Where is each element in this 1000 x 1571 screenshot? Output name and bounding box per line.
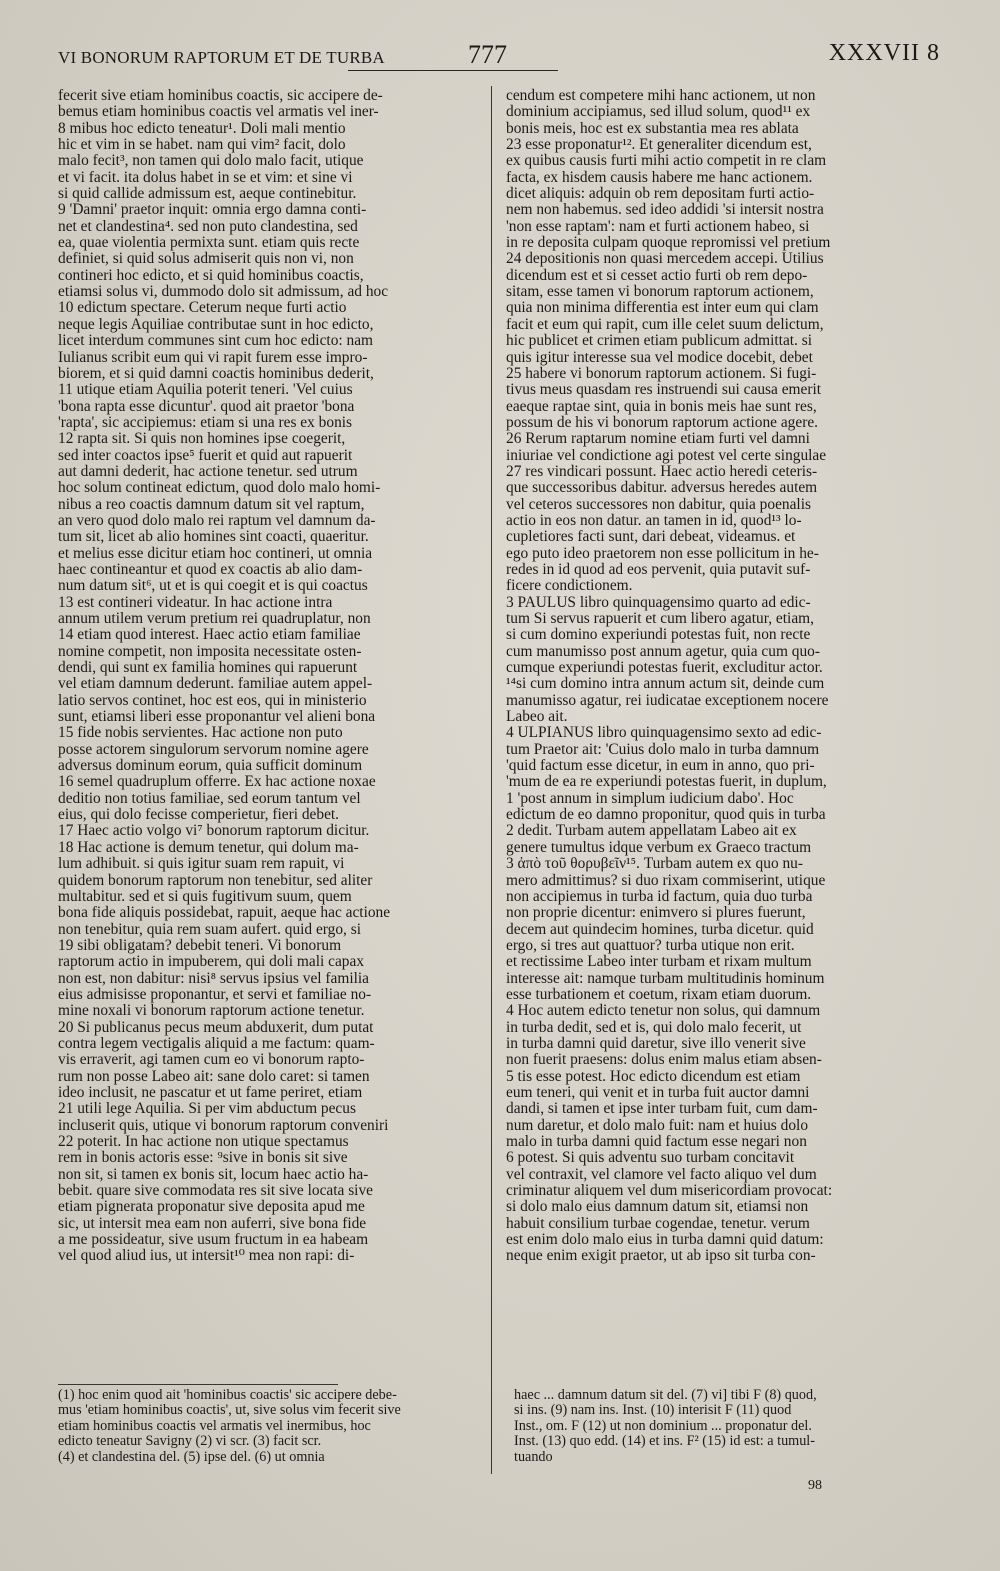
text-line: incluserit quis, utique vi bonorum raptorum conveniri <box>58 1117 389 1134</box>
text-line: criminatur aliquem vel dum misericordiam provocat: <box>506 1183 833 1200</box>
text-line: vel etiam damnum dederunt. familiae autem appel- <box>58 676 373 693</box>
text-line: aut damni dederit, hac actione tenetur. sed utrum <box>58 463 358 480</box>
footnote-line: etiam hominibus coactis vel armatis vel inermibus, hoc <box>58 1418 371 1434</box>
text-line: nomine competit, non imposita necessitate osten- <box>58 643 362 660</box>
text-line: latio servos continet, hoc est eos, qui in ministerio <box>58 692 367 709</box>
text-line: contineri hoc edicto, et si quid hominibus coactis, <box>58 267 364 284</box>
text-line: hoc solum contineat edictum, quod dolo malo homi- <box>58 480 381 497</box>
text-line: edictum de eo damno proponitur, quod quis in turba <box>506 807 826 824</box>
text-line: 13 est contineri videatur. In hac actione intra <box>58 594 333 611</box>
text-line: tum Praetor ait: 'Cuius dolo malo in turba damnum <box>506 741 820 758</box>
text-line: adversus dominum eorum, quia sufficit dominum <box>58 758 363 775</box>
text-line: 4 Hoc autem edicto tenetur non solus, qui damnum <box>506 1003 821 1020</box>
text-line: bonis meis, hoc est ex substantia mea res ablata <box>506 120 799 137</box>
text-line: interesse ait: namque turbam multitudinis hominum <box>506 970 825 987</box>
footnotes-left <box>58 1388 478 1465</box>
text-line: 11 utique etiam Aquilia poterit teneri. 'Vel cuius <box>58 382 353 399</box>
text-line: 4 ULPIANUS libro quinquagensimo sexto ad edic- <box>506 725 822 742</box>
text-line: bebit. quare sive commodata res sit sive locata sive <box>58 1183 373 1200</box>
text-line: vel ceteros successores non dabitur, quia poenalis <box>506 496 811 513</box>
footnote-line: haec ... damnum datum sit del. (7) vi] tibi F (8) quod, <box>514 1388 817 1403</box>
text-line: non proprie dicentur: enimvero si plures fuerunt, <box>506 905 806 922</box>
text-line: tum Si servus rapuerit et cum libero agatur, etiam, <box>506 611 814 627</box>
footnotes-right <box>514 1388 934 1465</box>
text-line: 9 'Damni' praetor inquit: omnia ergo damna conti- <box>58 202 367 219</box>
right-text-column <box>506 88 926 1265</box>
text-line: a me possideatur, sive usum fructum in ea habeam <box>58 1232 369 1249</box>
text-line: 12 rapta sit. Si quis non homines ipse coegerit, <box>58 431 346 448</box>
footnote-line: mus 'etiam hominibus coactis', ut, sive solus vim fecerit sive <box>58 1403 401 1419</box>
section-reference: XXXVII 8 <box>828 40 940 66</box>
text-line: in turba dedit, sed et is, qui dolo malo fecerit, ut <box>506 1019 802 1036</box>
text-line: non accipiemus in turba id factum, quia duo turba <box>506 888 813 905</box>
text-line: definiet, si quid solus admiserit quis non vi, non <box>58 251 354 268</box>
text-line: ego puto ideo praetorem non esse pollicitum in he- <box>506 545 819 562</box>
text-line: cupletiores facti sunt, dari debeat, videamus. et <box>506 529 796 546</box>
text-line: 3 ἀπὸ τοῦ θορυβεῖν¹⁵. Turbam autem ex quo nu- <box>506 856 804 873</box>
text-line: 26 Rerum raptarum nomine etiam furti vel damni <box>506 431 810 448</box>
text-line: cum manumisso post annum agetur, quia cum quo- <box>506 643 820 660</box>
text-line: redes in id quod ad eos pervenit, quia putavit suf- <box>506 561 811 578</box>
text-line: non tenebitur, quia rem suam aufert. quid ergo, si <box>58 921 361 938</box>
text-line: eius, qui dolo fecisse comperietur, fieri debet. <box>58 807 340 824</box>
text-line: 2 dedit. Turbam autem appellatam Labeo ait ex <box>506 823 797 840</box>
text-line: sunt, etiamsi liberi esse proponantur vel alieni bona <box>58 709 376 726</box>
text-line: 5 tis esse potest. Hoc edicto dicendum est etiam <box>506 1068 801 1085</box>
footnote-rule <box>58 1384 338 1385</box>
text-line: vel quod aliud ius, ut intersit¹⁰ mea non rapi: di- <box>58 1248 355 1265</box>
text-line: si cum domino experiundi potestas fuit, non recte <box>506 627 811 644</box>
text-line: ¹⁴si cum domino intra annum actum sit, deinde cum <box>506 676 825 693</box>
text-line: sed inter coactos ipse⁵ fuerit et quid aut rapuerit <box>58 447 353 464</box>
footnote-line: Inst., om. F (12) ut non dominium ... proponatur del. <box>514 1418 812 1434</box>
text-line: vel contraxit, vel clamore vel facto aliquo vel dum <box>506 1166 817 1183</box>
text-line: quis igitur interesse sua vel modice docebit, debet <box>506 349 813 366</box>
text-line: licet interdum communes sint cum hoc edicto: nam <box>58 333 374 350</box>
text-line: et melius esse dicitur etiam hoc contineri, ut omnia <box>58 545 373 562</box>
running-head-title: VI BONORUM RAPTORUM ET DE TURBA <box>58 48 385 67</box>
footnote-divider <box>491 1384 492 1474</box>
text-line: biorem, et si quid damni coactis hominibus dederit, <box>58 365 374 382</box>
text-line: dandi, si tamen et ipse inter turbam fuit, cum dam- <box>506 1101 818 1118</box>
footnote-line: (1) hoc enim quod ait 'hominibus coactis' sic accipere debe- <box>58 1388 397 1403</box>
text-line: 22 poterit. In hac actione non utique spectamus <box>58 1134 349 1150</box>
text-line: an vero quod dolo malo rei raptum vel damnum da- <box>58 512 376 529</box>
page-number: 777 <box>468 40 507 69</box>
text-line: 19 sibi obligatam? debebit teneri. Vi bonorum <box>58 937 342 954</box>
text-line: eum teneri, qui venit et in turba fuit auctor damni <box>506 1084 810 1101</box>
text-line: 'bona rapta esse dicuntur'. quod ait praetor 'bona <box>58 398 355 415</box>
text-line: 'mum de ea re experiundi potestas fuerit, in duplum, <box>506 774 827 791</box>
text-line: 3 PAULUS libro quinquagensimo quarto ad edic- <box>506 594 811 611</box>
text-line: Iulianus scribit eum qui vi rapit furem esse impro- <box>58 349 368 366</box>
text-line: bona fide aliquis possidebat, rapuit, aeque hac actione <box>58 905 391 922</box>
header-rule <box>348 70 558 71</box>
text-line: hic et vim in se habet. nam qui vim² facit, dolo <box>58 137 346 154</box>
text-line: multabitur. sed et si quis fugitivum suum, quem <box>58 888 352 905</box>
text-line: eaeque raptae sint, quia in bonis meis hae sunt res, <box>506 398 817 415</box>
text-line: facit et eum qui rapit, cum ille celet suum delictum, <box>506 316 824 333</box>
text-line: ergo, si tres aut quattuor? turba utique non erit. <box>506 937 795 954</box>
text-line: rum non posse Labeo ait: sane dolo caret: si tamen <box>58 1068 370 1085</box>
text-line: si quid callide admissum est, aeque continebitur. <box>58 186 357 203</box>
text-line: 17 Haec actio volgo vi⁷ bonorum raptorum dicitur. <box>58 823 370 840</box>
text-line: 1 'post annum in simplum iudicium dabo'. Hoc <box>506 790 794 807</box>
text-line: net et clandestina⁴. sed non puto clandestina, sed <box>58 218 358 235</box>
text-line: dominium accipiamus, sed illud solum, quod¹¹ ex <box>506 104 811 121</box>
text-line: deditio non totius familiae, sed eorum tantum vel <box>58 790 361 807</box>
text-line: 18 Hac actione is demum tenetur, qui dolum ma- <box>58 839 359 856</box>
column-divider <box>491 86 492 1384</box>
text-line: genere tumultus idque verbum ex Graeco tractum <box>506 839 812 856</box>
text-line: manumisso agatur, rei iudicatae exceptionem nocere <box>506 692 829 709</box>
text-line: malo fecit³, non tamen qui dolo malo facit, utique <box>58 153 364 170</box>
text-line: nibus a reo coactis damnum datum sit vel raptum, <box>58 496 365 513</box>
text-line: 6 potest. Si quis adventu suo turbam concitavit <box>506 1150 795 1167</box>
text-line: ex quibus causis furti mihi actio competit in re clam <box>506 153 827 170</box>
text-line: eius admisisse proponantur, et servi et familiae no- <box>58 986 372 1003</box>
text-line: habuit consilium turbae cogendae, tenetur. verum <box>506 1215 810 1232</box>
text-line: quia non minima differentia est inter eum qui clam <box>506 300 819 317</box>
footnote-line: edicto teneatur Savigny (2) vi scr. (3) facit scr. <box>58 1434 322 1450</box>
text-line: etiamsi solus vi, dummodo dolo sit admissum, ad hoc <box>58 284 389 301</box>
text-line: 8 mibus hoc edicto teneatur¹. Doli mali mentio <box>58 120 346 137</box>
footnote-line: (4) et clandestina del. (5) ipse del. (6) ut omnia <box>58 1449 325 1465</box>
text-line: vis erraverit, agi tamen cum eo vi bonorum rapto- <box>58 1052 365 1069</box>
text-line: num daretur, et dolo malo fuit: nam et huius dolo <box>506 1117 809 1134</box>
text-line: in turba damni quid daretur, sive illo venerit sive <box>506 1035 806 1052</box>
text-line: 'rapta', sic accipiemus: etiam si una res ex bonis <box>58 414 353 431</box>
footnote-line: tuando <box>514 1449 553 1465</box>
text-line: in re deposita culpam quoque repromissi vel pretium <box>506 235 831 252</box>
text-line: non sit, si tamen ex bonis sit, locum haec actio ha- <box>58 1166 369 1183</box>
text-line: possum de his vi bonorum raptorum actione agere. <box>506 414 819 431</box>
text-line: et rectissime Labeo inter turbam et rixam multum <box>506 954 812 971</box>
text-line: hic publicet et crimen etiam publicum admittat. si <box>506 333 813 350</box>
text-line: iniuriae vel condictione agi potest vel certe singulae <box>506 447 827 464</box>
left-text-column <box>58 88 476 1265</box>
text-line: etiam pignerata proponatur sive deposita apud me <box>58 1199 365 1216</box>
text-line: tum sit, licet ab alio homines sint coacti, quaeritur. <box>58 529 369 546</box>
text-line: cumque experiundi potestas fuerit, excluditur actor. <box>506 660 823 677</box>
text-line: sic, ut intersit mea eam non auferri, sive bona fide <box>58 1215 367 1232</box>
text-line: contra legem vectigalis aliquid a me factum: quam- <box>58 1035 375 1052</box>
text-line: decem aut quindecim homines, turba dicetur. quid <box>506 921 814 938</box>
text-line: annum utilem verum pretium rei quadruplatur, non <box>58 611 371 627</box>
text-line: 25 habere vi bonorum raptorum actionem. Si fugi- <box>506 365 817 382</box>
text-line: rem in bonis actoris esse: ⁹sive in bonis sit sive <box>58 1150 348 1167</box>
text-line: ea, quae violentia permixta sunt. etiam quis recte <box>58 235 360 252</box>
footnote-line: Inst. (13) quo edd. (14) et ins. F² (15) id est: a tumul- <box>514 1434 815 1450</box>
text-line: 23 esse proponatur¹². Et generaliter dicendum est, <box>506 137 812 154</box>
text-line: 15 fide nobis servientes. Hac actione non puto <box>58 725 343 742</box>
text-line: non est, non dabitur: nisi⁸ servus ipsius vel familia <box>58 970 370 987</box>
text-line: mine noxali vi bonorum raptorum actione tenetur. <box>58 1003 365 1020</box>
text-line: si dolo malo eius damnum datum sit, etiamsi non <box>506 1199 809 1216</box>
footnote-line: si ins. (9) nam ins. Inst. (10) interisit F (11) quod <box>514 1403 792 1419</box>
text-line: sitam, esse tamen vi bonorum raptorum actionem, <box>506 284 814 301</box>
text-line: que successoribus dabitur. adversus heredes autem <box>506 480 818 497</box>
text-line: tivus meus quasdam res instruendi sui causa emerit <box>506 382 822 399</box>
text-line: mero admittimus? si duo rixam commiserint, utique <box>506 872 826 889</box>
text-line: bemus etiam hominibus coactis vel armatis vel iner- <box>58 104 379 121</box>
text-line: raptorum actio in impuberem, qui doli mali capax <box>58 954 365 971</box>
text-line: ideo inclusit, ne pascatur et ut fame periret, etiam <box>58 1084 363 1101</box>
signature-mark: 98 <box>808 1478 822 1493</box>
text-line: 14 etiam quod interest. Haec actio etiam familiae <box>58 627 361 644</box>
text-line: 24 depositionis non quasi mercedem accepi. Utilius <box>506 251 824 268</box>
text-line: neque legis Aquiliae contributae sunt in hoc edicto, <box>58 316 374 333</box>
text-line: 10 edictum spectare. Ceterum neque furti actio <box>58 300 347 317</box>
text-line: dendi, qui sunt ex familia homines qui rapuerunt <box>58 660 358 677</box>
text-line: actio in eos non datur. an tamen in id, quod¹³ lo- <box>506 512 802 529</box>
text-line: esse turbationem et coetum, rixam etiam duorum. <box>506 986 812 1003</box>
text-line: 20 Si publicanus pecus meum abduxerit, dum putat <box>58 1019 374 1036</box>
text-line: 'non esse raptam': nam et furti actionem habeo, si <box>506 218 810 235</box>
text-line: cendum est competere mihi hanc actionem, ut non <box>506 88 816 104</box>
text-line: 27 res vindicari possunt. Haec actio heredi ceteris- <box>506 463 818 480</box>
text-line: facta, ex hisdem causis habere me hanc actionem. <box>506 169 813 186</box>
text-line: fecerit sive etiam hominibus coactis, sic accipere de- <box>58 88 383 104</box>
text-line: 21 utili lege Aquilia. Si per vim abductum pecus <box>58 1101 356 1118</box>
text-line: quidem bonorum raptorum non tenebitur, sed aliter <box>58 872 373 889</box>
text-line: lum adhibuit. si quis igitur suam rem rapuit, vi <box>58 856 345 873</box>
text-line: dicendum est et si cesset actio furti ob rem depo- <box>506 267 808 284</box>
text-line: malo in turba damni quid factum esse negari non <box>506 1134 807 1150</box>
text-line: Labeo ait. <box>506 709 568 726</box>
text-line: num datum sit⁶, ut et is qui coegit et is qui coactus <box>58 578 368 595</box>
text-line: dicet aliquis: adquin ob rem depositam furti actio- <box>506 186 815 203</box>
text-line: ficere condictionem. <box>506 578 633 595</box>
text-line: neque enim exigit praetor, ut ab ipso sit turba con- <box>506 1248 816 1265</box>
text-line: et vi facit. ita dolus habet in se et vim: et sine vi <box>58 169 353 186</box>
text-line: 'quid factum esse dicetur, in eum in anno, quo pri- <box>506 758 815 775</box>
text-line: 16 semel quadruplum offerre. Ex hac actione noxae <box>58 774 376 791</box>
text-line: est enim dolo malo eius in turba damni quid datum: <box>506 1232 824 1249</box>
text-line: non fuerit praesens: dolus enim malus etiam absen- <box>506 1052 822 1069</box>
text-line: haec contineantur et quod ex coactis ab alio dam- <box>58 561 363 578</box>
text-line: posse actorem singulorum servorum nomine agere <box>58 741 369 758</box>
text-line: nem non habemus. sed ideo addidi 'si intersit nostra <box>506 202 824 219</box>
